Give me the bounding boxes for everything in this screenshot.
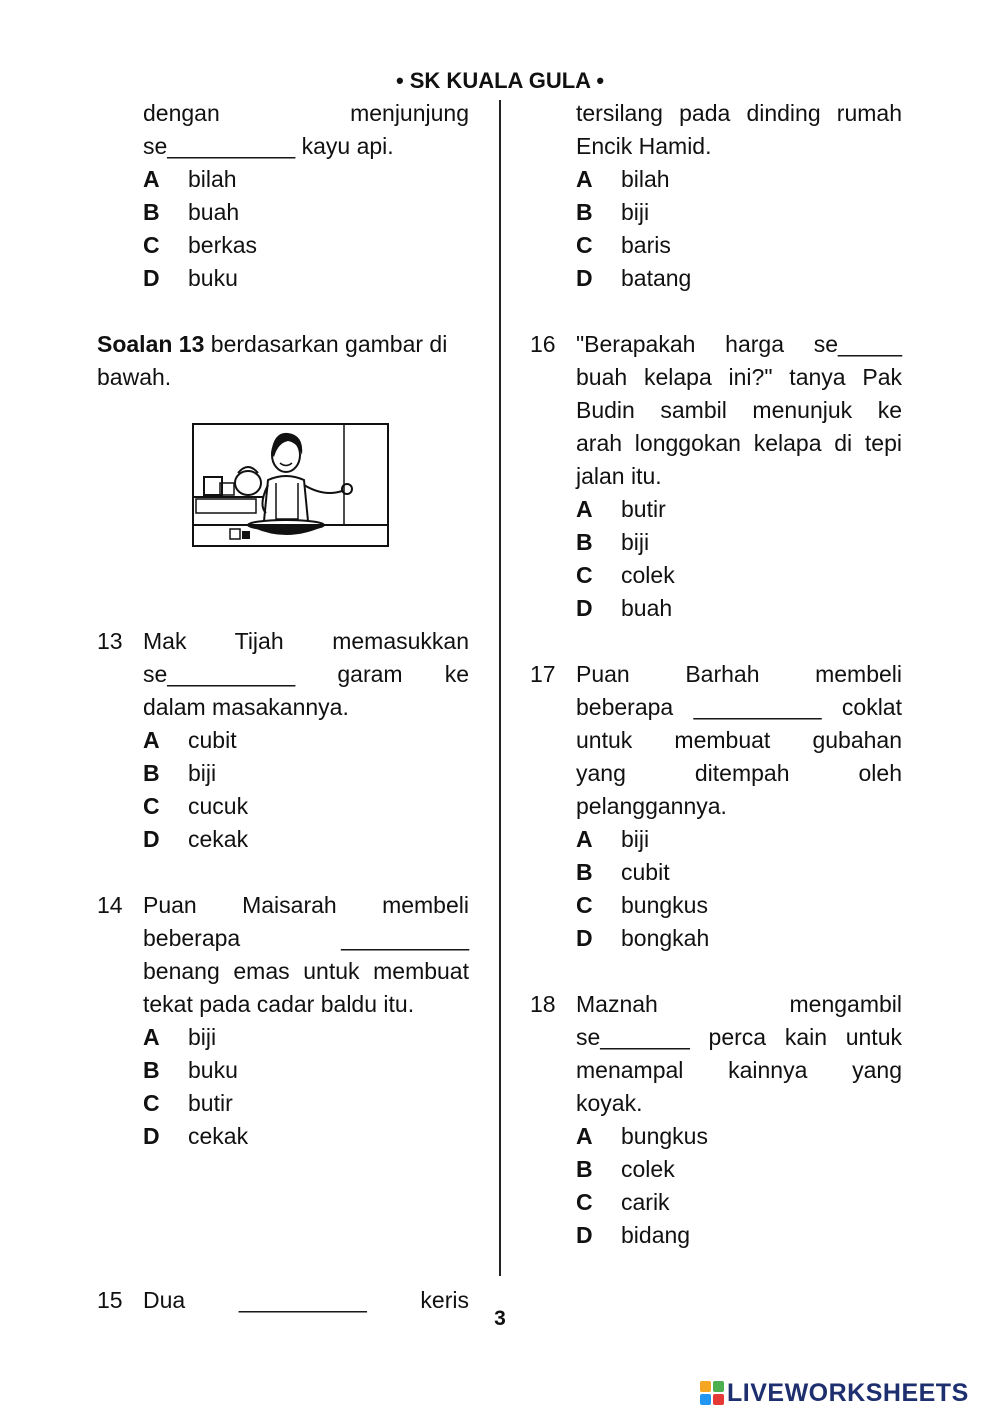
question-text-line: Dua __________ keris	[143, 1287, 469, 1313]
question-14	[97, 889, 469, 1021]
brand-name: LIVEWORKSHEETS	[727, 1378, 969, 1407]
liveworksheets-logo-icon	[700, 1381, 724, 1405]
question-text-line: tekat pada cadar baldu itu.	[143, 991, 415, 1017]
question-text-line: menampal kainnya yang	[576, 1057, 902, 1083]
option-d[interactable]: D buah	[576, 595, 673, 621]
question-18	[530, 988, 902, 1120]
question-text-line: Mak Tijah memasukkan	[143, 628, 469, 654]
question-text-line: beberapa __________ coklat	[576, 694, 902, 720]
question-number: 17	[530, 661, 556, 687]
question-text-line: "Berapakah harga se_____	[576, 331, 902, 357]
option-c[interactable]: C bungkus	[576, 892, 708, 918]
question-text-line: untuk membuat gubahan	[576, 727, 902, 753]
question-text-line: beberapa __________	[143, 925, 469, 951]
question-text-line: Encik Hamid.	[576, 133, 712, 159]
option-b[interactable]: B biji	[143, 760, 217, 786]
right-column	[530, 97, 902, 1252]
question-number: 16	[530, 331, 556, 357]
school-header: • SK KUALA GULA •	[395, 68, 605, 93]
question-text-line: Budin sambil menunjuk ke	[576, 397, 902, 423]
option-a[interactable]: A butir	[576, 496, 666, 522]
option-d[interactable]: D bongkah	[576, 925, 710, 951]
question-text-line: Puan Maisarah membeli	[143, 892, 469, 918]
option-d[interactable]: D bidang	[576, 1222, 691, 1248]
question-17	[530, 658, 902, 823]
option-d[interactable]: D batang	[576, 265, 692, 291]
question-16	[530, 328, 902, 493]
option-a[interactable]: A bilah	[143, 166, 237, 192]
option-c[interactable]: C carik	[576, 1189, 670, 1215]
option-a[interactable]: A biji	[143, 1024, 217, 1050]
question-text-line: dengan menjunjung	[143, 100, 469, 126]
column-divider	[499, 100, 501, 1276]
option-d[interactable]: D cekak	[143, 826, 249, 852]
question-13	[97, 625, 469, 724]
option-d[interactable]: D cekak	[143, 1123, 249, 1149]
option-d[interactable]: D buku	[143, 265, 238, 291]
question-text-line: yang ditempah oleh	[576, 760, 902, 786]
woman-cooking-image	[192, 423, 389, 547]
question-text-line: tersilang pada dinding rumah	[576, 100, 902, 126]
option-a[interactable]: A bungkus	[576, 1123, 708, 1149]
options-list	[97, 163, 469, 295]
option-c[interactable]: C cucuk	[143, 793, 249, 819]
option-b[interactable]: B buah	[143, 199, 240, 225]
option-c[interactable]: C baris	[576, 232, 671, 258]
question-text-line: koyak.	[576, 1090, 643, 1116]
question-number: 13	[97, 628, 123, 654]
options-list	[530, 163, 902, 295]
option-b[interactable]: B buku	[143, 1057, 238, 1083]
option-b[interactable]: B colek	[576, 1156, 675, 1182]
question-15-continued	[530, 97, 902, 163]
question-text-line: buah kelapa ini?" tanya Pak	[576, 364, 902, 390]
option-b[interactable]: B cubit	[576, 859, 670, 885]
liveworksheets-brand[interactable]	[700, 1378, 995, 1408]
question-text-line: Puan Barhah membeli	[576, 661, 902, 687]
question-text-line: dalam masakannya.	[143, 694, 349, 720]
question-number: 15	[97, 1287, 123, 1313]
options-list	[97, 1021, 469, 1153]
question-text-line: arah longgokan kelapa di tepi	[576, 430, 902, 456]
option-a[interactable]: A biji	[576, 826, 650, 852]
option-a[interactable]: A cubit	[143, 727, 237, 753]
options-list	[97, 724, 469, 856]
question-number: 14	[97, 892, 123, 918]
question-text-line: se__________ garam ke	[143, 661, 469, 687]
question-text-line: benang emas untuk membuat	[143, 958, 469, 984]
option-b[interactable]: B biji	[576, 199, 650, 225]
question-text-line: se__________ kayu api.	[143, 133, 394, 159]
option-c[interactable]: C butir	[143, 1090, 233, 1116]
option-c[interactable]: C colek	[576, 562, 675, 588]
question-12-continued	[97, 97, 469, 163]
option-a[interactable]: A bilah	[576, 166, 670, 192]
options-list	[530, 1120, 902, 1252]
left-column	[97, 97, 469, 1317]
option-c[interactable]: C berkas	[143, 232, 258, 258]
question-13-instruction: Soalan 13 berdasarkan gambar di bawah.	[97, 331, 448, 390]
option-b[interactable]: B biji	[576, 529, 650, 555]
question-text-line: se_______ perca kain untuk	[576, 1024, 902, 1050]
page-number: 3	[494, 1307, 506, 1330]
woman-cooking-icon	[194, 425, 387, 545]
question-text-line: Maznah mengambil	[576, 991, 902, 1017]
question-text-line: pelanggannya.	[576, 793, 727, 819]
options-list	[530, 823, 902, 955]
options-list	[530, 493, 902, 625]
question-text-line: jalan itu.	[576, 463, 662, 489]
question-number: 18	[530, 991, 556, 1017]
